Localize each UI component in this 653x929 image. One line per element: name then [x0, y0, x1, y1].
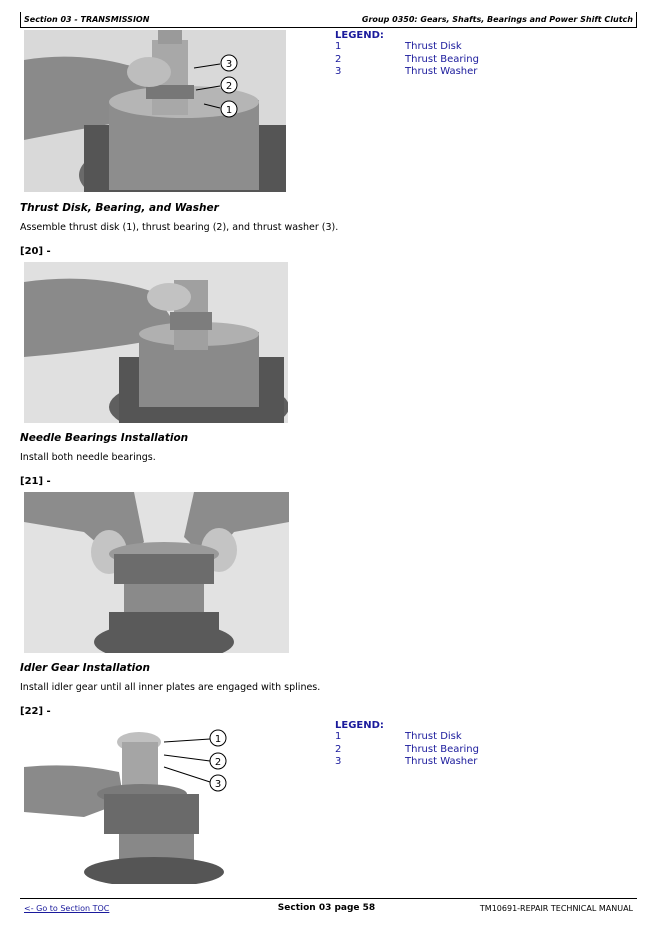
- thrust-disk-photo: [24, 30, 286, 192]
- legend-title: LEGEND:: [335, 30, 384, 41]
- group-title: Group 0350: Gears, Shafts, Bearings and Power Shift Clutch: [361, 15, 633, 24]
- step-20: [20] -: [20, 246, 51, 257]
- callout-1: [221, 101, 237, 117]
- callout-2: [221, 77, 237, 93]
- svg-text:2: 2: [214, 757, 222, 768]
- section-title: Section 03 - TRANSMISSION: [24, 15, 150, 24]
- footer-rule: [20, 898, 637, 899]
- legend-item: 1 Thrust Disk: [335, 731, 462, 742]
- svg-text:1: 1: [225, 105, 233, 116]
- idler-gear-photo: [24, 492, 289, 653]
- legend-item: 2 Thrust Bearing: [335, 53, 479, 65]
- legend-title: LEGEND:: [335, 720, 384, 731]
- svg-text:3: 3: [214, 779, 222, 790]
- legend-bottom: [335, 720, 479, 769]
- callout-1: [210, 730, 226, 746]
- callout-2: [210, 753, 226, 769]
- needle-bearings-photo: [24, 262, 288, 423]
- text-needle-bearings: Install both needle bearings.: [20, 452, 156, 463]
- callout-3: [221, 55, 237, 71]
- legend-item: 1 Thrust Disk: [335, 41, 462, 52]
- thrust-washer-photo: [24, 722, 286, 884]
- header-right-border: [636, 12, 637, 28]
- callout-3: [210, 775, 226, 791]
- text-thrust-disk: Assemble thrust disk (1), thrust bearing (2), and thrust washer (3).: [20, 222, 339, 233]
- step-22: [22] -: [20, 706, 51, 717]
- heading-idler-gear: Idler Gear Installation: [20, 662, 150, 674]
- legend-top: [335, 30, 479, 79]
- legend-item: 3 Thrust Washer: [335, 66, 478, 77]
- legend-item: 3 Thrust Washer: [335, 756, 478, 767]
- heading-thrust-disk: Thrust Disk, Bearing, and Washer: [20, 202, 219, 214]
- legend-item: 2 Thrust Bearing: [335, 743, 479, 755]
- svg-text:3: 3: [225, 59, 233, 70]
- heading-needle-bearings: Needle Bearings Installation: [20, 432, 189, 444]
- go-to-section-toc-link[interactable]: <- Go to Section TOC: [24, 904, 110, 913]
- manual-title: TM10691-REPAIR TECHNICAL MANUAL: [479, 904, 633, 913]
- svg-text:2: 2: [225, 81, 233, 92]
- header-left-border: [20, 12, 21, 28]
- header-rule: [20, 27, 637, 28]
- step-21: [21] -: [20, 476, 51, 487]
- text-idler-gear: Install idler gear until all inner plates are engaged with splines.: [20, 682, 321, 693]
- svg-text:1: 1: [214, 734, 222, 745]
- page-number: Section 03 page 58: [277, 903, 376, 913]
